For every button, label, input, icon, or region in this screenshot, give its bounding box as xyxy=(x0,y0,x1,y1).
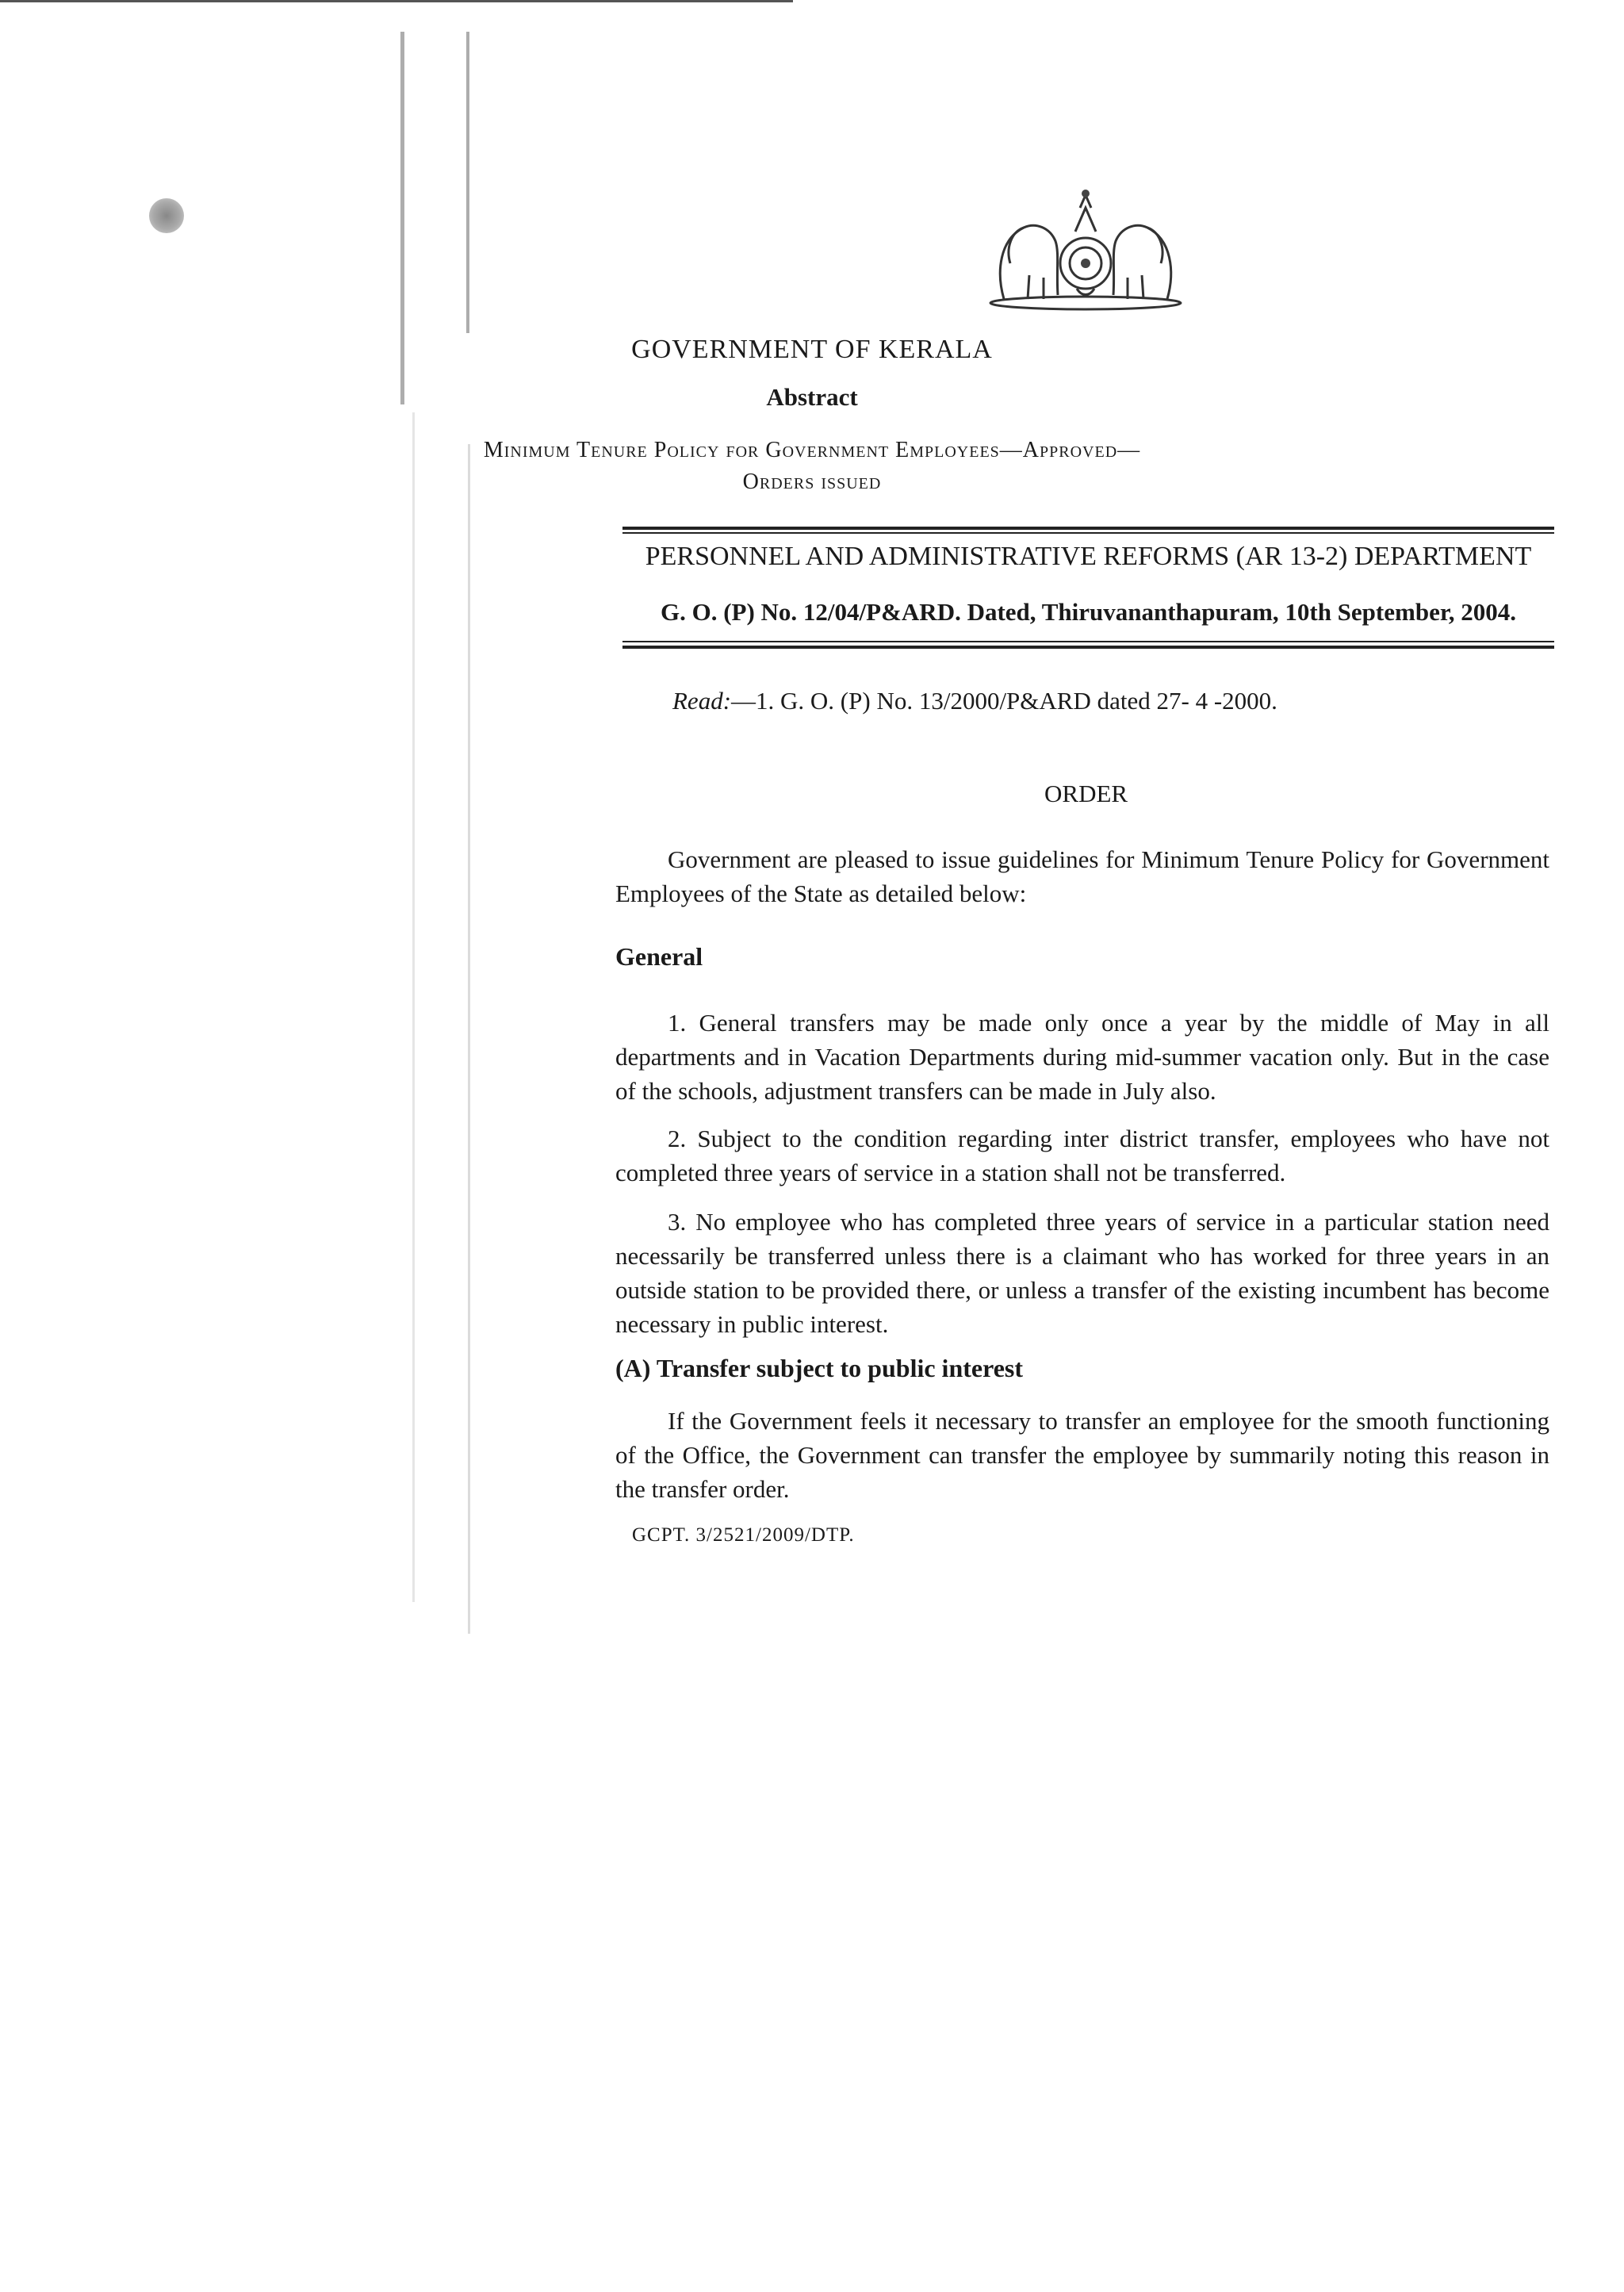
punch-hole xyxy=(149,198,184,233)
kerala-emblem-icon xyxy=(980,184,1191,312)
bottom-double-rule xyxy=(622,641,1554,642)
footer-print-code: GCPT. 3/2521/2009/DTP. xyxy=(632,1524,855,1546)
section-a-heading: (A) Transfer subject to public interest xyxy=(615,1354,1024,1382)
read-label: Read: xyxy=(672,687,732,715)
top-double-rule xyxy=(622,527,1554,530)
department-line: PERSONNEL AND ADMINISTRATIVE REFORMS (AR 13-2) DEPARTMENT xyxy=(645,542,1532,571)
point-2: 2. Subject to the condition regarding inter district transfer, employees who have not completed three years of service in a station shall not be transferred. xyxy=(615,1125,1549,1186)
bottom-double-rule xyxy=(622,646,1554,649)
binding-shadow xyxy=(468,444,470,1634)
scan-edge-line xyxy=(0,0,793,2)
subject-line-1: Minimum Tenure Policy for Government Employees—Approved— xyxy=(483,438,1141,462)
government-title: GOVERNMENT OF KERALA xyxy=(631,335,993,364)
subject-line-2: Orders issued xyxy=(742,470,882,494)
point-3: 3. No employee who has completed three years of service in a particular station need necessarily be transferred unless there is a claimant who has worked for three years in an outside station to be provided there, or unless a transfer of the existing incumbent has become necessary in public interest. xyxy=(615,1208,1549,1338)
binding-shadow xyxy=(412,412,415,1602)
binding-shadow xyxy=(466,32,469,333)
read-reference xyxy=(672,687,1277,715)
go-number-line: G. O. (P) No. 12/04/P&ARD. Dated, Thiruvananthapuram, 10th September, 2004. xyxy=(660,598,1516,626)
point-1: 1. General transfers may be made only once a year by the middle of May in all departments and in Vacation Departments during mid-summer vacation only. But in the case of the schools, adjustment transfers can be made in July also. xyxy=(615,1009,1549,1105)
top-double-rule xyxy=(622,532,1554,534)
order-title: ORDER xyxy=(1044,780,1128,807)
read-text: —1. G. O. (P) No. 13/2000/P&ARD dated 27- 4 -2000. xyxy=(731,687,1277,715)
abstract-label: Abstract xyxy=(766,383,858,411)
section-a-paragraph: If the Government feels it necessary to transfer an employee for the smooth functioning of the Office, the Government can transfer the employee by summarily noting this reason in the transfer order. xyxy=(615,1407,1549,1503)
general-heading: General xyxy=(615,942,703,971)
intro-paragraph: Government are pleased to issue guidelines for Minimum Tenure Policy for Government Employees of the State as detailed below: xyxy=(615,845,1549,907)
